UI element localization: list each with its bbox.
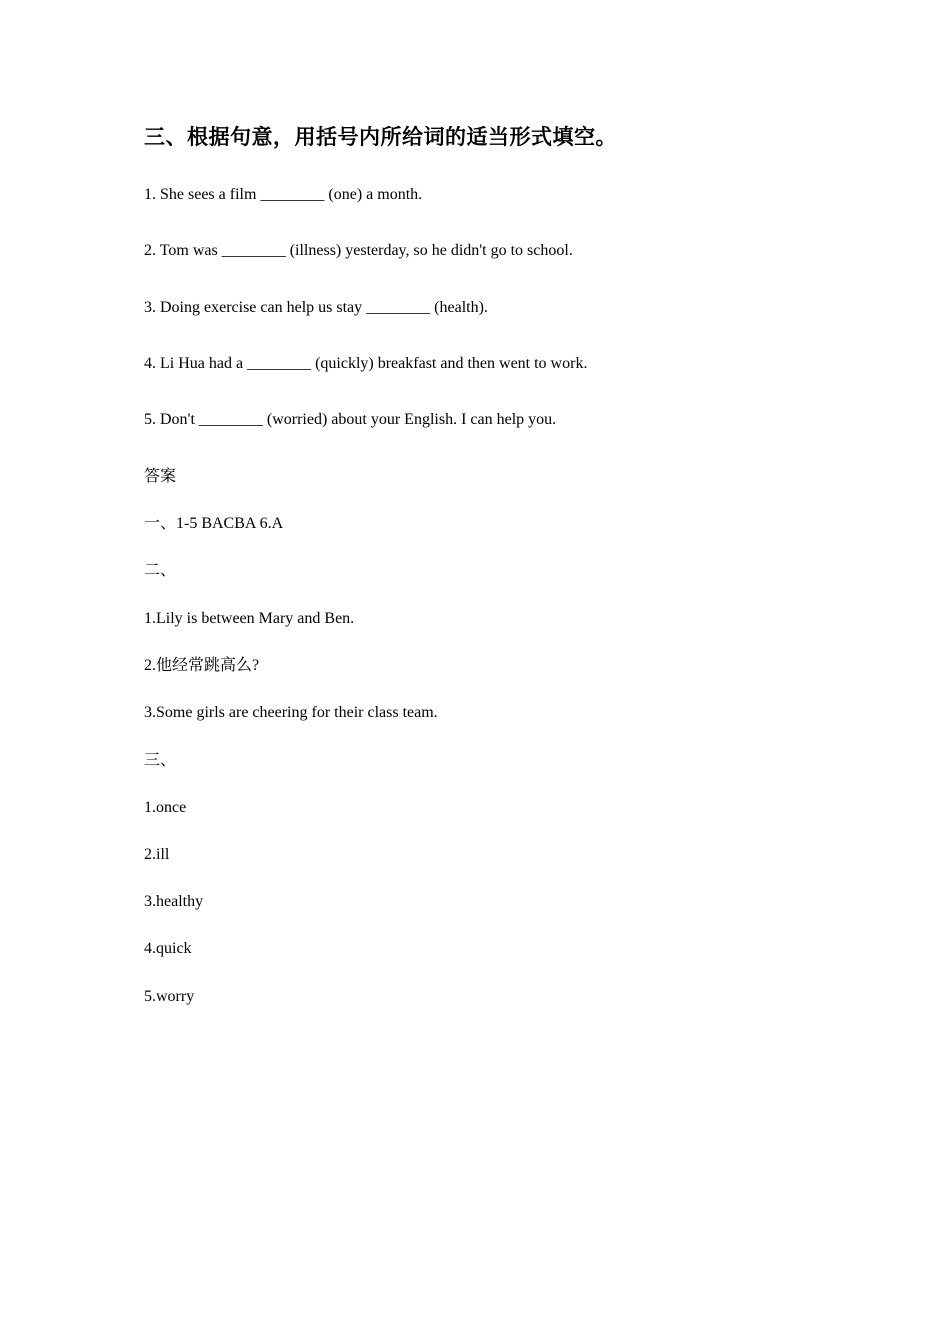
question-3: 3. Doing exercise can help us stay ________ (health). bbox=[144, 299, 488, 316]
answers-part3-item-5: 5.worry bbox=[144, 988, 195, 1005]
answers-part3-item-3: 3.healthy bbox=[144, 893, 204, 910]
answers-part3-heading: 三、 bbox=[144, 752, 177, 769]
question-1: 1. She sees a film ________ (one) a month. bbox=[144, 186, 423, 203]
answers-part3-item-2: 2.ill bbox=[144, 846, 170, 863]
question-4: 4. Li Hua had a ________ (quickly) breakfast and then went to work. bbox=[144, 355, 588, 372]
question-5: 5. Don't ________ (worried) about your English. I can help you. bbox=[144, 411, 557, 428]
answers-part3-item-4: 4.quick bbox=[144, 940, 192, 957]
question-2: 2. Tom was ________ (illness) yesterday, so he didn't go to school. bbox=[144, 242, 573, 259]
answers-part1: 一、1-5 BACBA 6.A bbox=[144, 515, 284, 532]
answers-part2-item-2: 2.他经常跳高么? bbox=[144, 657, 260, 674]
answers-part2-item-3: 3.Some girls are cheering for their class team. bbox=[144, 704, 438, 721]
answers-part2-heading: 二、 bbox=[144, 562, 177, 579]
answers-heading: 答案 bbox=[144, 468, 177, 485]
section-title: 三、根据句意，用括号内所给词的适当形式填空。 bbox=[144, 125, 617, 149]
answers-part2-item-1: 1.Lily is between Mary and Ben. bbox=[144, 610, 355, 627]
answers-part3-item-1: 1.once bbox=[144, 799, 187, 816]
